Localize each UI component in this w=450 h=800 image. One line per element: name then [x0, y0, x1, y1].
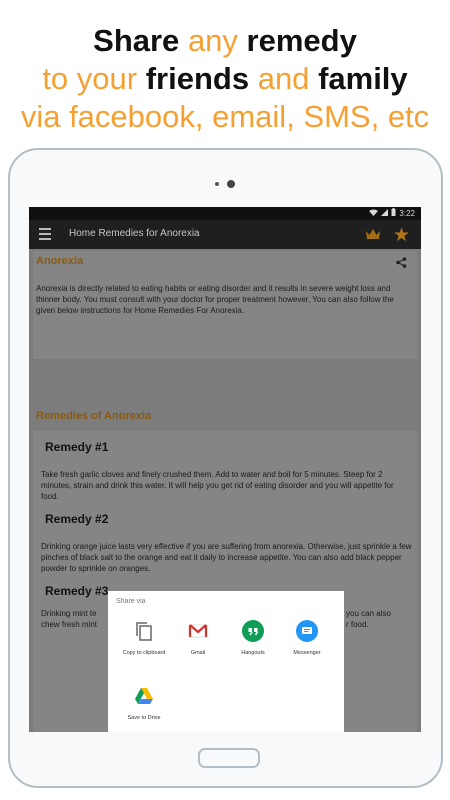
promo-word: Share	[93, 23, 180, 58]
share-target-drive[interactable]	[116, 685, 172, 721]
share-sheet	[108, 591, 344, 732]
hangouts-icon	[242, 620, 264, 642]
remedy-text: r food.	[346, 620, 369, 629]
battery-icon	[391, 208, 396, 218]
remedy-heading: Remedy #2	[45, 512, 109, 526]
messenger-icon	[296, 620, 318, 642]
share-target-label: Copy to clipboard	[122, 650, 166, 656]
remedies-title: Remedies of Anorexia	[36, 410, 152, 422]
promo-word: friends	[145, 61, 250, 96]
app-bar	[29, 220, 421, 249]
promo-word: remedy	[246, 23, 357, 58]
share-target-gmail[interactable]	[170, 620, 226, 656]
promo-word: family	[318, 61, 408, 96]
share-icon[interactable]	[396, 257, 407, 271]
intro-card	[33, 251, 417, 359]
star-icon[interactable]: ★	[393, 225, 411, 246]
share-target-hangouts[interactable]	[225, 620, 281, 656]
status-bar	[29, 207, 421, 220]
promo-line-3: via facebook, email, SMS, etc	[20, 99, 430, 134]
promo-word: to your	[42, 61, 138, 96]
menu-icon[interactable]	[39, 228, 51, 240]
share-target-copy[interactable]	[116, 620, 172, 656]
app-title: Home Remedies for Anorexia	[69, 228, 200, 239]
remedy-heading: Remedy #1	[45, 440, 109, 454]
intro-text: Anorexia is directly related to eating habits or eating disorder and it results in severe weight loss and thinner body. You must consult with your doctor for proper treatment however, You can also follow the given below instructions for Home Remedies For Anorexia.	[36, 284, 394, 315]
share-target-label: Gmail	[190, 650, 206, 656]
share-sheet-title: Share via	[116, 598, 146, 605]
promo-word: and	[257, 61, 310, 96]
home-button[interactable]	[198, 748, 260, 768]
promo-line-1	[0, 22, 450, 60]
promo-header	[0, 22, 450, 136]
signal-icon	[381, 209, 388, 218]
remedy-text: you can also	[346, 609, 391, 618]
share-target-messenger[interactable]	[279, 620, 335, 656]
device-screen	[29, 207, 421, 732]
remedy-text: Drinking mint te	[41, 609, 97, 618]
remedy-text: chew fresh mint	[41, 620, 98, 629]
drive-icon	[133, 685, 155, 707]
remedy-text: Drinking orange juice lasts very effective if you are suffering from anorexia. Otherwise, just sprinkle a few pinches of black salt to the orange and eat it daily to increase appetite. You can also add black pepper powder to sprinkle on oranges.	[41, 542, 412, 573]
copy-icon	[133, 620, 155, 642]
intro-title: Anorexia	[36, 255, 84, 267]
remedy-heading: Remedy #3	[45, 584, 109, 598]
camera-icon	[215, 180, 239, 188]
share-target-label: Hangouts	[241, 650, 265, 656]
remedy-text: Take fresh garlic cloves and finely crushed them. Add to water and boil for 5 minutes. Steep for 2 minutes, strain and drink this water. It will help you get rid of eating disorder and you will appetite for food.	[41, 470, 394, 501]
share-target-label: Messenger	[293, 650, 321, 656]
status-time: 3:22	[399, 208, 415, 218]
crown-icon[interactable]	[365, 227, 381, 244]
wifi-icon	[369, 209, 378, 218]
share-target-label: Save to Drive	[127, 715, 161, 721]
gmail-icon	[187, 620, 209, 642]
promo-line-2	[0, 60, 450, 98]
promo-word: any	[187, 23, 238, 58]
